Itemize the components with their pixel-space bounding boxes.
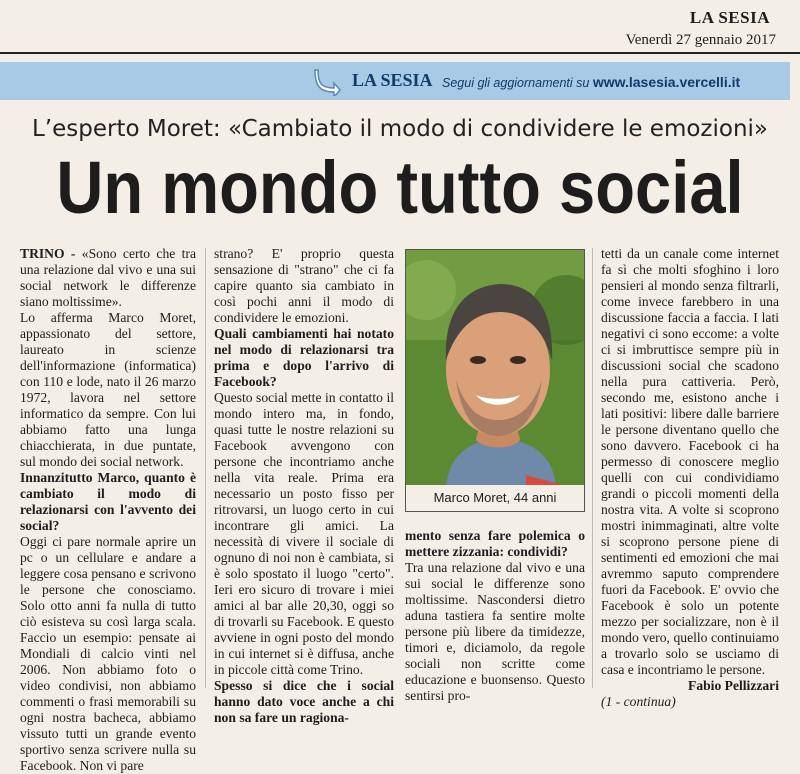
masthead xyxy=(0,0,800,50)
paragraph: Tra una relazione dal vivo e una sui social le differenze sono moltissime. Nascondersi dietro aduna tastiera fa sentire molte persone più libere da timidezze, timori e, diciamolo, da regole sociali non scritte come educazione e buonsenso. Questo sentirsi pro- xyxy=(405,560,585,703)
paragraph: Lo afferma Marco Moret, appassionato del settore, laureato in scienze dell'informazione (informatica) con 110 e lode, nato il 26 marzo 1972, lavora nel settore informatico da sempre. Con lui abbiamo fatto una lunga chiacchierata, in due puntate, sul mondo dei social network. xyxy=(20,310,196,469)
column-divider xyxy=(592,248,593,688)
portrait-photo xyxy=(405,249,585,487)
banner-text xyxy=(442,74,740,90)
interview-question: Quali cambiamenti hai notato nel modo di relazionarsi tra prima e dopo l'arrivo di Facebook? xyxy=(214,326,394,389)
byline: Fabio Pellizzari xyxy=(688,678,779,693)
article-column-1 xyxy=(20,246,196,774)
kicker: L’esperto Moret: «Cambiato il modo di condividere le emozioni» xyxy=(31,116,769,142)
column-divider xyxy=(205,248,206,688)
paper-name: LA SESIA xyxy=(689,8,770,27)
paragraph: «Sono certo che tra una relazione dal vivo e una sui social network le differenze siano moltissime». xyxy=(20,246,196,309)
banner-url[interactable]: www.lasesia.vercelli.it xyxy=(592,74,741,90)
portrait-illustration xyxy=(406,250,584,486)
header-rule xyxy=(0,52,800,54)
paragraph: Questo social mette in contatto il mondo intero ma, in fondo, quasi tutte le nostre relazioni su Facebook avvengono con persone che incontriamo anche nella vita reale. Prima era necessario un posto fisso per ritrovarsi, un luogo certo in cui incontrare gli amici. La necessità di vivere il sociale di ognuno di noi non è cambiata, si è solo spostato il luogo "certo". Ieri ero sicuro di trovare i miei amici al bar alle 20,30, oggi so di trovarli su Facebook. E questo avviene in ogni posto del mondo in cui internet si è diffusa, anche in piccole città come Trino. xyxy=(214,390,394,677)
paragraph: strano? E' proprio questa sensazione di "strano" che ci fa capire quanto sia cambiato in così pochi anni il modo di condividere le emozioni. xyxy=(214,246,394,325)
article-column-3 xyxy=(405,528,585,704)
banner-follow-text: Segui gli aggiornamenti su xyxy=(442,76,590,90)
website-banner xyxy=(0,62,790,100)
paragraph: Oggi ci pare normale aprire un pc o un cellulare e andare a leggere cosa pensano e scrivono le persone che conosciamo. Solo otto anni fa nulla di tutto ciò esisteva su così larga scala. Faccio un esempio: pensate ai Mondiali di calcio vinti nel 2006. Non abbiamo foto o video condivisi, non abbiamo commenti o frasi memorabili su ogni nostra bacheca, abbiamo vissuto tutti un grande evento sportivo senza scrivere nulla su Facebook. Non vi pare xyxy=(20,534,196,773)
issue-date: Venerdì 27 gennaio 2017 xyxy=(625,32,776,48)
headline: Un mondo tutto social xyxy=(56,146,744,229)
article-column-4 xyxy=(601,246,779,710)
photo-caption: Marco Moret, 44 anni xyxy=(405,485,585,512)
dateline: TRINO - xyxy=(20,246,76,261)
share-arrow-icon xyxy=(312,66,342,96)
article-column-2 xyxy=(214,246,394,726)
paragraph: tetti da un canale come internet fa sì che molti sfoghino i loro pensieri al mondo senza filtrarli, come invece farebbero in una discussione faccia a faccia. I lati negativi ci sono eccome: a volte ci si imbruttisce sempre più in discussioni social che scadono nella pura cattiveria. Però, secondo me, esistono anche i lati positivi: libere dalle barriere le persone diventano quello che sono davvero. Facebook ci ha permesso di conoscere meglio quelli con cui condividiamo grandi o piccoli momenti della nostra vita. A volte si scoprono mostri inimmaginati, altre volte si scoprono persone piene di sentimenti ed emozioni che mai avremmo saputo comprendere fuori da Facebook. E' ovvio che Facebook è solo un potente mezzo per socializzare, non è il mondo vero, quello continuiamo a trovarlo solo se usciamo di casa e incontriamo le persone. xyxy=(601,246,779,677)
interview-question: Spesso si dice che i social hanno dato voce anche a chi non sa fare un ragiona- xyxy=(214,678,394,725)
continued-note: (1 - continua) xyxy=(601,694,676,709)
banner-paper-name: LA SESIA xyxy=(352,70,433,90)
interview-question: mento senza fare polemica o mettere zizzania: condividi? xyxy=(405,528,585,559)
interview-question: Innanzitutto Marco, quanto è cambiato il modo di relazionarsi con l'avvento dei social? xyxy=(20,470,196,533)
